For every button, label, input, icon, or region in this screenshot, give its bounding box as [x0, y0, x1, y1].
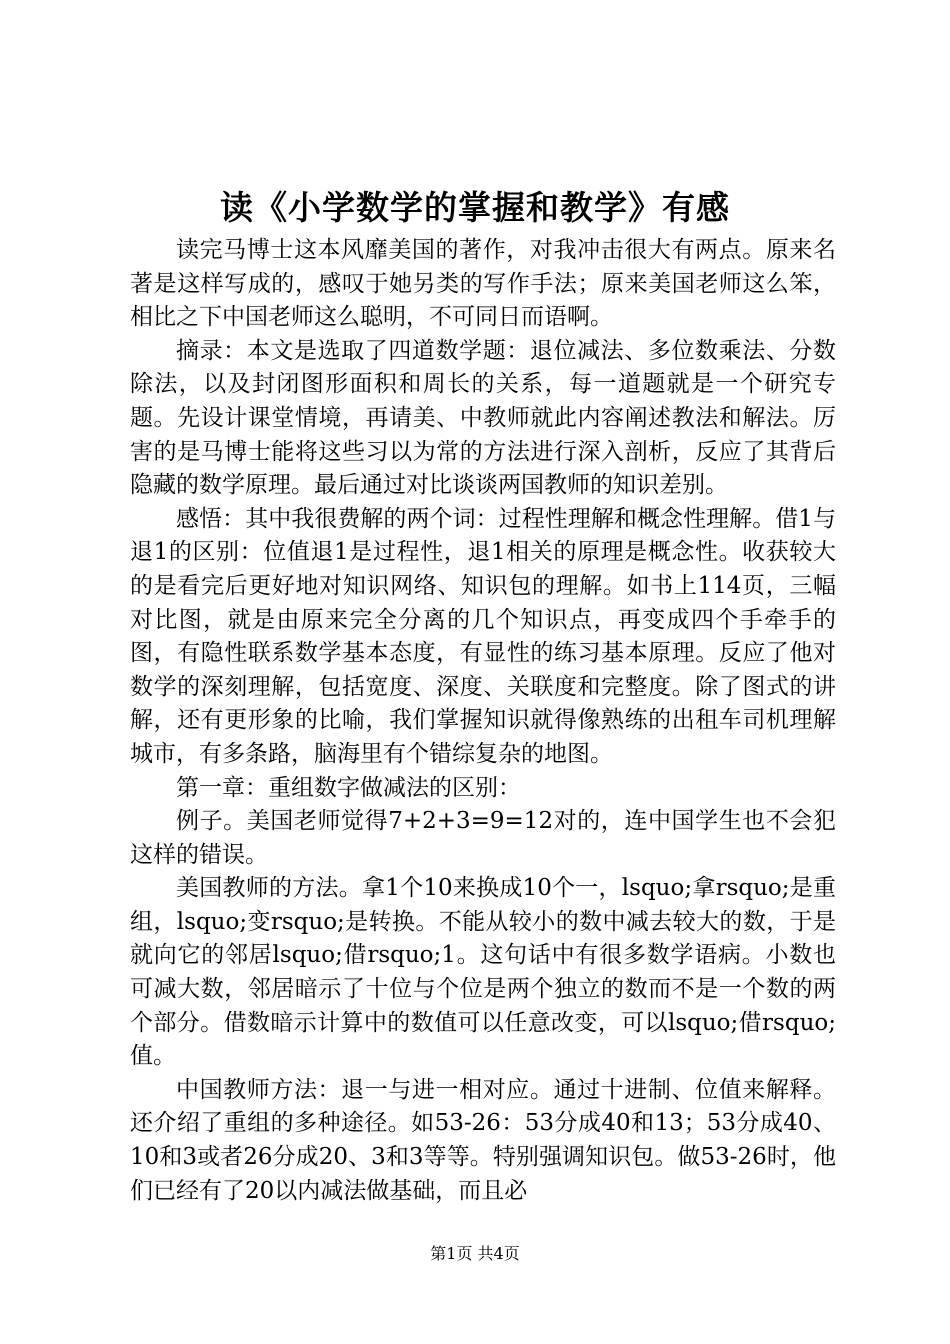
paragraph-chapter-one-heading: 第一章：重组数字做减法的区别：: [176, 774, 521, 801]
paragraph-cn-teacher-method: 中国教师方法：退一与进一相对应。通过十进制、位值来解释。还介绍了重组的多种途径。如53-26：53分成40和13；53分成40、10和3或者26分成20、3和3等等。特别强调知识包。做53-26时，他们已经有了20以内减法做基础，而且必: [130, 1076, 836, 1204]
paragraph-excerpt: 摘录：本文是选取了四道数学题：退位减法、多位数乘法、分数除法，以及封闭图形面积和周长的关系，每一道题就是一个研究专题。先设计课堂情境，再请美、中教师就此内容阐述教法和解法。厉害的是马博士能将这些习以为常的方法进行深入剖析，反应了其背后隐藏的数学原理。最后通过对比谈谈两国教师的知识差别。: [130, 337, 836, 499]
document-title: 读《小学数学的掌握和教学》有感: [220, 188, 730, 227]
paragraph-reflection: 感悟：其中我很费解的两个词：过程性理解和概念性理解。借1与退1的区别：位值退1是过程性，退1相关的原理是概念性。收获较大的是看完后更好地对知识网络、知识包的理解。如书上114页，三幅对比图，就是由原来完全分离的几个知识点，再变成四个手牵手的图，有隐性联系数学基本态度，有显性的练习基本原理。反应了他对数学的深刻理解，包括宽度、深度、关联度和完整度。除了图式的讲解，还有更形象的比喻，我们掌握知识就得像熟练的出租车司机理解城市，有多条路，脑海里有个错综复杂的地图。: [130, 505, 836, 767]
paragraph-example: 例子。美国老师觉得7+2+3=9=12对的，连中国学生也不会犯这样的错误。: [130, 808, 836, 868]
document-body: [130, 234, 836, 1208]
paragraph-intro: 读完马博士这本风靡美国的著作，对我冲击很大有两点。原来名著是这样写成的，感叹于她另类的写作手法；原来美国老师这么笨，相比之下中国老师这么聪明，不可同日而语啊。: [130, 237, 836, 331]
paragraph-us-teacher-method: 美国教师的方法。拿1个10来换成10个一，lsquo;拿rsquo;是重组，lsquo;变rsquo;是转换。不能从较小的数中减去较大的数，于是就向它的邻居lsquo;借rsquo;1。这句话中有很多数学语病。小数也可减大数，邻居暗示了十位与个位是两个独立的数而不是一个数的两个部分。借数暗示计算中的数值可以任意改变，可以lsquo;借rsquo;值。: [130, 875, 836, 1070]
page-number: 第1页 共4页: [430, 1244, 520, 1263]
